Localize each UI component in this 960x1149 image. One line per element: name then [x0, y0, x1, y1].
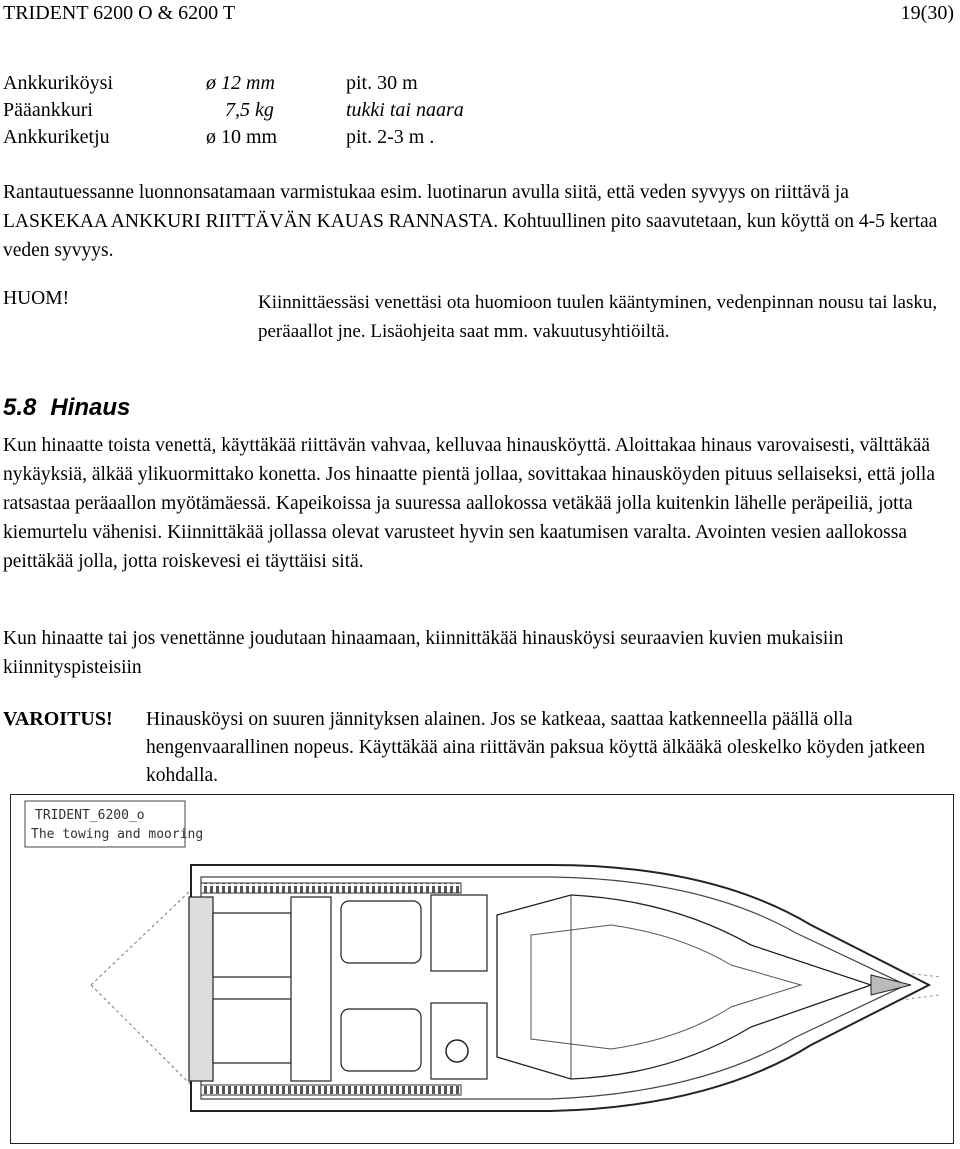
section-number: 5.8 — [3, 394, 37, 421]
spec-name: Ankkuriköysi — [3, 72, 113, 94]
spec-extra: pit. 30 m — [346, 72, 418, 94]
spec-size: ø 10 mm — [206, 126, 278, 148]
deck-grating-lower — [201, 1085, 461, 1095]
paragraph-mooring: Rantautuessanne luonnonsatamaan varmistukaa esim. luotinarun avulla siitä, että veden syvyys on riittävä ja LASKEKAA ANKKURI RIITTÄVÄN KAUAS RANNASTA. Kohtuullinen pito saavutetaan, kun köyttä on 4-5 kertaa veden syvyys. — [3, 182, 938, 261]
rear-seat-lower — [213, 999, 291, 1063]
tow-line-upper — [91, 890, 191, 985]
document-title: TRIDENT 6200 O & 6200 T — [3, 2, 236, 24]
warning-text: Hinausköysi on suuren jännityksen alainen. Jos se katkeaa, saattaa katkenneella päällä olla hengenvaarallinen nopeus. Käyttäkää aina riittävän paksua köyttä älkääkä oleskelko köyden jatkeen kohdalla. — [146, 709, 926, 786]
spec-size: ø 12 mm — [206, 72, 275, 94]
paragraph-towing: Kun hinaatte toista venettä, käyttäkää riittävän vahvaa, kelluvaa hinausköyttä. Aloittakaa hinaus varovaisesti, välttäkää nykäyksiä, älkää ylikuormittako konetta. Jos hinaatte pientä jollaa, sovittakaa hinausköyden pituus sellaiseksi, että jolla ratsastaa peräaallon myötämäessä. Kapeikoissa ja suuressa aallokossa vetäkää jolla kuitenkin lähelle peräpeiliä, jotta kiemurtelu vähenisi. Kiinnittäkää jollassa olevat varusteet hyvin sen kaatumisen varalta. Avointen vesien aallokossa peittäkää jolla, jotta roiskevesi ei täyttäisi sitä. — [3, 435, 935, 572]
drawing-label-line1: TRIDENT_6200_o — [35, 808, 145, 823]
spec-name: Pääankkuri — [3, 99, 93, 121]
boat-top-view-svg — [11, 795, 953, 1143]
spec-row — [3, 72, 603, 98]
rear-seat-upper — [213, 913, 291, 977]
seat-lower — [341, 1009, 421, 1071]
spec-extra: pit. 2-3 m . — [346, 126, 435, 148]
seat-upper — [341, 901, 421, 963]
spec-extra: tukki tai naara — [346, 99, 464, 121]
section-title: Hinaus — [50, 394, 131, 421]
warning-label: VAROITUS! — [3, 708, 113, 730]
spec-size: 7,5 kg — [225, 99, 274, 121]
boat-drawing — [10, 794, 954, 1144]
drawing-label-line2: The towing and mooring — [31, 827, 204, 842]
steering-wheel-icon — [446, 1040, 468, 1062]
paragraph-attachment: Kun hinaatte tai jos venettänne joudutaan hinaamaan, kiinnittäkää hinausköysi seuraavien kuvien mukaisiin kiinnityspisteisiin — [3, 628, 844, 678]
stern-transom — [189, 897, 213, 1081]
page-number: 19(30) — [900, 2, 954, 24]
section-heading — [3, 394, 130, 422]
console-upper — [431, 895, 487, 971]
tow-line-lower — [91, 985, 191, 1085]
spec-row — [3, 99, 603, 125]
note-text: Kiinnittäessäsi venettäsi ota huomioon tuulen kääntyminen, vedenpinnan nousu tai lasku, peräaallot jne. Lisäohjeita saat mm. vakuutusyhtiöiltä. — [258, 292, 938, 342]
spec-row — [3, 126, 603, 152]
deck-grating-upper — [201, 883, 461, 893]
spec-name: Ankkuriketju — [3, 126, 110, 148]
rear-bench — [291, 897, 331, 1081]
anchor-spec-table — [3, 72, 603, 156]
note-label: HUOM! — [3, 288, 70, 309]
